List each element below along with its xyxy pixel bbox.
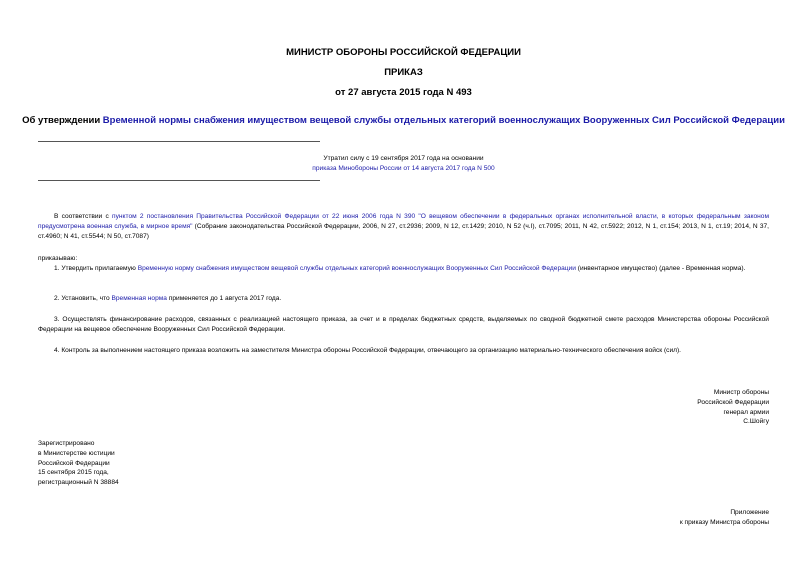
order-date-number: от 27 августа 2015 года N 493: [335, 87, 472, 98]
registration-block: Зарегистрировано в Министерстве юстиции Российской Федерации 15 сентября 2015 года, регистрационный N 38884: [38, 440, 119, 487]
ministry-heading: МИНИСТР ОБОРОНЫ РОССИЙСКОЙ ФЕДЕРАЦИИ: [286, 47, 521, 58]
divider-top: [38, 141, 320, 142]
document-title: [0, 115, 807, 126]
order-word: приказываю:: [38, 255, 78, 262]
appendix-block: [680, 508, 769, 528]
signature-rank: генерал армии: [723, 408, 769, 416]
signature-position: Министр обороны: [713, 389, 769, 396]
title-prefix: Об утверждении: [22, 115, 103, 126]
norm-link[interactable]: Временную норму снабжения имуществом вещевой службы отдельных категорий военнослужащих Вооруженных Сил Российской Федерации: [137, 265, 576, 272]
document-type: ПРИКАЗ: [384, 67, 423, 78]
signature-name: С.Шойгу: [743, 418, 769, 426]
order-item-3: 3. Осуществлять финансирование расходов, связанных с реализацией настоящего приказа, за счет и в пределах бюджетных средств, выделяемых по сводной бюджетной смете расходов Министерства обороны Российской Федерации на вещевое обеспечение Вооруженных Сил Российской Федерации.: [38, 316, 769, 333]
repeal-order-link[interactable]: приказа Минобороны России от 14 августа 2017 года N 500: [312, 165, 495, 172]
appendix-reference: к приказу Министра обороны: [679, 518, 769, 526]
preamble-paragraph: В соответствии с пунктом 2 постановления Правительства Российской Федерации от 22 июня 2006 года N 390 "О вещевом обеспечении в федеральных органах исполнительной власти, в которых федеральным законом предусмотрена военная служба, в мирное время" (Собрание законодательства Российской Федерации, 2006, N 27, ст.2936; 2009, N 12, ст.1429; 2010, N 52 (ч.I), ст.7095; 2011, N 42, ст.5922; 2012, N 1, ст.154; 2013, N 1, ст.19; 2014, N 37, ст.4960; N 41, ст.5544; N 50, ст.7087): [38, 213, 769, 240]
divider-bottom: [38, 180, 320, 181]
order-item-2: 2. Установить, что Временная норма применяется до 1 августа 2017 года.: [54, 295, 282, 302]
temporary-norm-link[interactable]: Временная норма: [111, 295, 167, 302]
order-item-1: 1. Утвердить прилагаемую Временную норму снабжения имуществом вещевой службы отдельных категорий военнослужащих Вооруженных Сил Российской Федерации (инвентарное имущество) (далее - Временная норма).: [54, 265, 746, 272]
signature-country: Российской Федерации: [697, 398, 769, 406]
appendix-label: Приложение: [730, 509, 769, 516]
title-norm-link[interactable]: Временной нормы снабжения имуществом вещевой службы отдельных категорий военнослужащих Вооруженных Сил Российской Федерации: [102, 115, 785, 126]
status-note-line1: Утратил силу с 19 сентября 2017 года на основании: [323, 155, 484, 162]
government-decree-link[interactable]: пунктом 2 постановления Правительства Российской Федерации от 22 июня 2006 года N 390 "О вещевом обеспечении в федеральных органах исполнительной власти, в которых федеральным законом предусмотрена военная служба, в мирное время": [38, 213, 769, 230]
order-item-4: 4. Контроль за выполнением настоящего приказа возложить на заместителя Министра обороны Российской Федерации, отвечающего за организацию материально-технического обеспечения войск (сил).: [54, 347, 682, 354]
status-note-line2: [0, 164, 807, 174]
signature-block: [697, 388, 769, 427]
